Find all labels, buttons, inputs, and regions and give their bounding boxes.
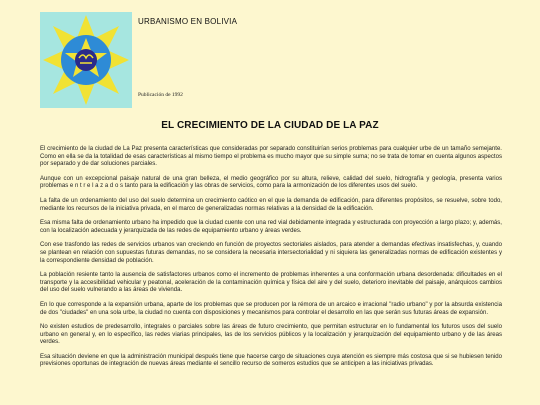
site-brand: URBANISMO EN BOLIVIA [138,17,238,26]
paragraph: Con ese trasfondo las redes de servicios urbanos van creciendo en función de proyectos sectoriales aislados, para atender a demandas efectivas insatisfechas, y, cuando se plantean en relación con supuestas futuras demandas, no se considera la necesaria intersectorialidad y ni siquiera las generalizadas normas de edificación existentes y la correspondiente densidad de población. [40,242,502,264]
article-body [40,146,502,376]
paragraph: Esa situación deviene en que la administración municipal después tiene que hacerse cargo de situaciones cuya atención es siempre más costosa que si se hubiesen tenido previsiones oportunas de integración de nuevas áreas mediante el sencillo recurso de someros estudios que se anticipen a las iniciativas privadas. [40,353,502,368]
paragraph: La población resiente tanto la ausencia de satisfactores urbanos como el incremento de problemas inherentes a una conformación urbana desordenada: dificultades en el transporte y la accesibilidad vehicular y peatonal, aceleración de la contaminación química y física del aire y del suelo, deterioro inevitable del paisaje, anárquicos cambios del uso del suelo vulnerando a las áreas de vivienda. [40,272,502,294]
logo [40,12,132,108]
article-title: EL CRECIMIENTO DE LA CIUDAD DE LA PAZ [161,120,379,131]
paragraph: La falta de un ordenamiento del uso del suelo determina un crecimiento caótico en el que la demanda de edificación, para diferentes propósitos, se resuelve, sobre todo, mediante los recursos de la iniciativa privada, en el marco de generalizadas normas relativas a la densidad de la edificación. [40,197,502,212]
sun-star-emblem-icon [40,12,132,108]
publication-date: Publicación de 1992 [138,92,183,98]
paragraph: Esa misma falta de ordenamiento urbano ha impedido que la ciudad cuente con una red vial debidamente integrada y estructurada con proyección a largo plazo; y, además, con la localización adecuada y jerarquizada de las redes de equipamiento urbano y áreas verdes. [40,220,502,234]
paragraph: En lo que corresponde a la expansión urbana, aparte de los problemas que se producen por la rémora de un arcaico e irracional "radio urbano" y por la absurda existencia de dos "ciudades" en una sola urbe, la ciudad no cuenta con disposiciones y mecanismos para controlar el desarrollo en las que serán sus futuras áreas de expansión. [40,301,502,316]
paragraph: No existen estudios de predesarrollo, integrales o parciales sobre las áreas de futuro crecimiento, que permitan estructurar en lo fundamental los futuros usos del suelo urbano en general y, en lo específico, las redes viarias principales, las de los servicios públicos y la localización y jerarquización del equipamiento urbano y de las áreas verdes. [40,324,502,346]
page-header [0,0,540,112]
paragraph: El crecimiento de la ciudad de La Paz presenta características que consideradas por separado constituirían serios problemas para cualquier urbe de un tamaño semejante. Como en ella se da la totalidad de esas características al mismo tiempo el problema es mucho mayor que su simple suma; no se trata de tomar en cuenta algunos aspectos por separado y de dar soluciones parciales. [40,146,502,168]
paragraph: Aunque con un excepcional paisaje natural de una gran belleza, el medio geográfico por su altura, relieve, calidad del suelo, hidrografía y geología, presenta varios problemas e n t r e l a z a d o s tanto para la edificación y las obras de servicios, como para la armonización de los diferentes usos del suelo. [40,175,502,190]
